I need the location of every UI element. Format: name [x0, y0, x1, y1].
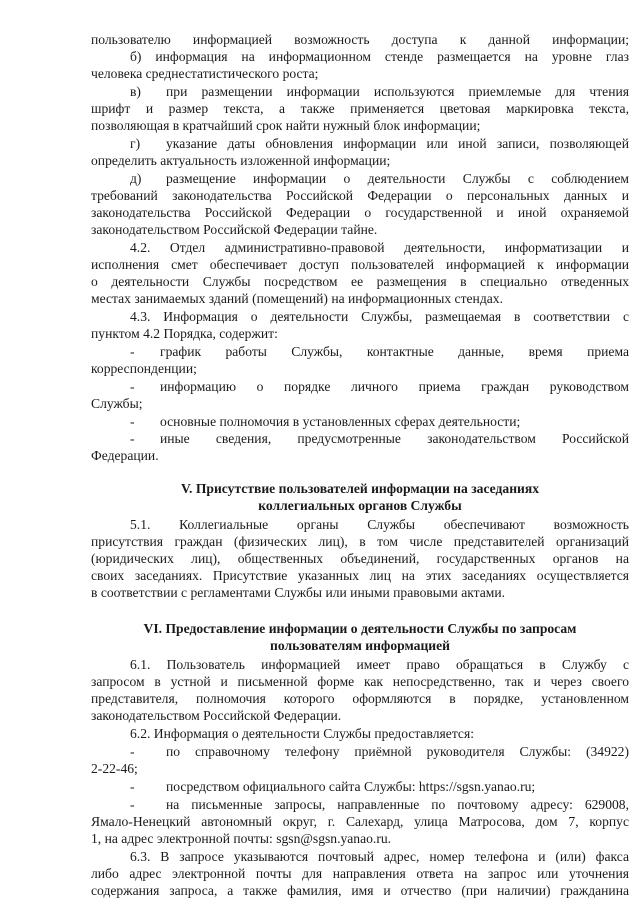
para-6-1-line1: 6.1. Пользователь информацией имеет право обращаться в Службу с	[130, 657, 629, 672]
para-4-3-line1: 4.3. Информация о деятельности Службы, размещаемая в соответствии с	[130, 309, 629, 324]
para-6-1-line2: запросом в устной и письменной форме как непосредственно, так и через своего	[91, 674, 629, 689]
para-6-1-line3: представителя, полномочия которого оформляются в порядке, установленном	[91, 691, 629, 706]
item-b-line2: человека среднестатистического роста;	[91, 66, 319, 81]
item-v-line2: шрифт и размер текста, а также применяется цветовая маркировка текста,	[91, 101, 629, 116]
para-5-1-line2: присутствия граждан (физических лиц), в том числе представителей организаций	[91, 534, 629, 549]
list-item-4-line1: иные сведения, предусмотренные законодательством Российской	[160, 431, 629, 446]
item-g-line2: определить актуальность изложенной информации;	[91, 153, 391, 168]
item-v-label: в)	[130, 84, 141, 99]
channel-phone-line1: по справочному телефону приёмной руководителя Службы: (34922)	[166, 744, 629, 759]
para-4-2-line2: исполнения смет обеспечивает доступ пользователей информацией к информации	[91, 257, 629, 272]
para-5-1-line4: своих заседаниях. Присутствие указанных лиц на этих заседаниях осуществляется	[91, 568, 629, 583]
item-d-line2: требований законодательства Российской Федерации о персональных данных и	[91, 188, 629, 203]
list-dash: -	[130, 414, 135, 429]
para-6-2: 6.2. Информация о деятельности Службы предоставляется:	[130, 726, 474, 741]
para-6-3-line1: 6.3. В запросе указываются почтовый адрес, номер телефона и (или) факса	[130, 849, 629, 864]
item-v-line1: при размещении информации используются приемлемые для чтения	[166, 84, 629, 99]
item-a-end: пользователю информацией возможность доступа к данной информации;	[91, 32, 629, 47]
para-6-1-line4: законодательством Российской Федерации.	[91, 708, 342, 723]
para-5-1-line3: (юридических лиц), общественных объединений, государственных органов на	[91, 551, 629, 566]
list-dash: -	[130, 431, 135, 446]
list-item-1-line2: корреспонденции;	[91, 361, 197, 376]
channel-phone-line2: 2-22-46;	[91, 761, 138, 776]
para-4-2-line3: о деятельности Службы посредством ее размещения в специально отведенных	[91, 274, 629, 289]
section-6-title-line1: VI. Предоставление информации о деятельности Службы по запросам	[143, 621, 577, 636]
section-5-title-line1: V. Присутствие пользователей информации на заседаниях	[180, 481, 540, 496]
list-item-4-line2: Федерации.	[91, 448, 159, 463]
list-dash: -	[130, 797, 135, 812]
item-b-line1: б) информация на информационном стенде размещается на уровне глаз	[130, 49, 629, 64]
list-item-1-line1: график работы Службы, контактные данные, время приема	[160, 344, 629, 359]
item-d-label: д)	[130, 171, 142, 186]
list-item-2-line2: Службы;	[91, 396, 143, 411]
section-5-title-line2: коллегиальных органов Службы	[258, 498, 462, 513]
item-d-line1: размещение информации о деятельности Службы с соблюдением	[166, 171, 629, 186]
item-g-label: г)	[130, 136, 141, 151]
para-4-2-line4: местах занимаемых зданий (помещений) на информационных стендах.	[91, 291, 503, 306]
list-item-3: основные полномочия в установленных сферах деятельности;	[160, 414, 521, 429]
item-g-line1: указание даты обновления информации или иной записи, позволяющей	[166, 136, 629, 151]
list-dash: -	[130, 744, 135, 759]
list-dash: -	[130, 779, 135, 794]
list-dash: -	[130, 344, 135, 359]
list-item-2-line1: информацию о порядке личного приема граждан руководством	[160, 379, 629, 394]
para-6-3-line2: либо адрес электронной почты для направления ответа на запрос или уточнения	[91, 866, 629, 881]
para-5-1-line1: 5.1. Коллегиальные органы Службы обеспечивают возможность	[130, 517, 629, 532]
channel-mail-line3: 1, на адрес электронной почты: sgsn@sgsn.yanao.ru.	[91, 831, 392, 846]
item-d-line4: законодательством Российской Федерации тайне.	[91, 222, 378, 237]
channel-mail-line2: Ямало-Ненецкий автономный округ, г. Салехард, улица Матросова, дом 7, корпус	[91, 814, 629, 829]
channel-website: посредством официального сайта Службы: https://sgsn.yanao.ru;	[166, 779, 536, 794]
section-6-title-line2: пользователям информацией	[270, 638, 450, 653]
list-dash: -	[130, 379, 135, 394]
para-5-1-line5: в соответствии с регламентами Службы или иными правовыми актами.	[91, 585, 506, 600]
para-4-2-line1: 4.2. Отдел административно-правовой деятельности, информатизации и	[130, 240, 629, 255]
item-d-line3: законодательства Российской Федерации о государственной и иной охраняемой	[91, 205, 629, 220]
para-6-3-line3: содержания запроса, а также фамилия, имя и отчество (при наличии) гражданина	[91, 883, 629, 898]
para-4-3-line2: пунктом 4.2 Порядка, содержит:	[91, 326, 278, 341]
channel-mail-line1: на письменные запросы, направленные по почтовому адресу: 629008,	[166, 797, 629, 812]
item-v-line3: позволяющая в кратчайший срок найти нужный блок информации;	[91, 118, 481, 133]
